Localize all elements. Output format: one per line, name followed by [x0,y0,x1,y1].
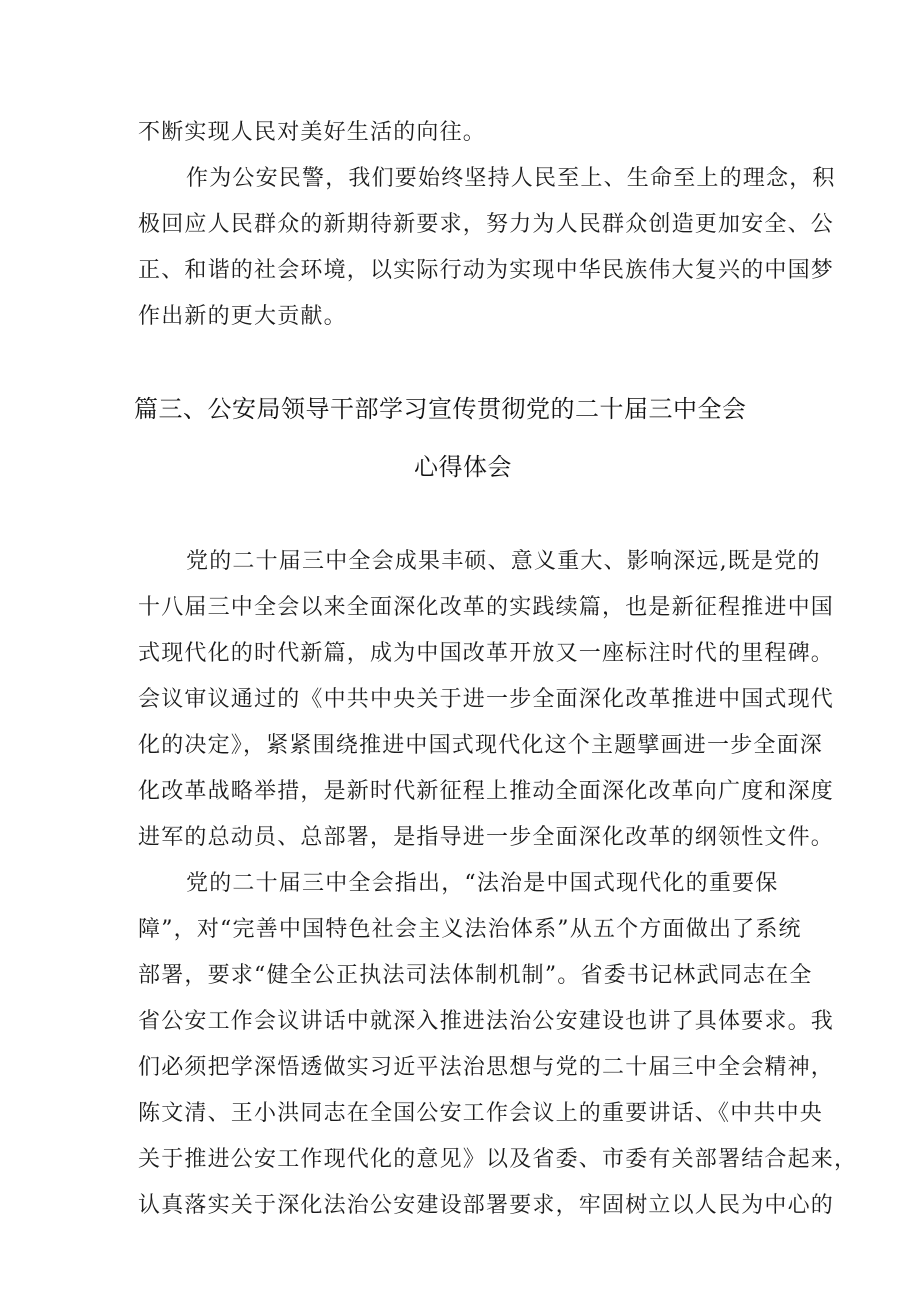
text-line: 省公安工作会议讲话中就深入推进法治公安建设也讲了具体要求。我 [138,1009,835,1034]
paragraph-first-line: 作为公安民警，我们要始终坚持人民至上、生命至上的理念，积 [186,166,836,191]
text-line: 化的决定》，紧紧围绕推进中国式现代化这个主题擘画进一步全面深 [138,733,824,758]
section-subtitle: 心得体会 [414,453,512,481]
paragraph-first-line: 党的二十届三中全会成果丰硕、意义重大、影响深远,既是党的 [186,549,821,574]
text-line: 极回应人民群众的新期待新要求，努力为人民群众创造更加安全、公 [138,212,835,237]
text-line: 作出新的更大贡献。 [138,304,347,329]
text-line: 们必须把学深悟透做实习近平法治思想与党的二十届三中全会精神， [138,1055,835,1080]
text-line: 认真落实关于深化法治公安建设部署要求，牢固树立以人民为中心的 [138,1193,835,1218]
text-line: 十八届三中全会以来全面深化改革的实践续篇，也是新征程推进中国 [138,595,835,620]
paragraph-first-line: 党的二十届三中全会指出，“法治是中国式现代化的重要保 [186,871,779,896]
text-line: 会议审议通过的《中共中央关于进一步全面深化改革推进中国式现代 [138,687,835,712]
text-line: 陈文清、王小洪同志在全国公安工作会议上的重要讲话、《中共中央 [138,1101,824,1126]
text-line: 部署，要求“健全公正执法司法体制机制”。省委书记林武同志在全 [138,963,813,988]
text-line: 进军的总动员、总部署，是指导进一步全面深化改革的纲领性文件。 [138,825,835,850]
section-title: 篇三、公安局领导干部学习宣传贯彻党的二十届三中全会 [134,395,747,423]
text-line: 化改革战略举措，是新时代新征程上推动全面深化改革向广度和深度 [138,779,835,804]
text-line: 关于推进公安工作现代化的意见》以及省委、市委有关部署结合起来， [138,1147,858,1172]
text-line: 式现代化的时代新篇，成为中国改革开放又一座标注时代的里程碑。 [138,641,835,666]
text-line: 障”，对“完善中国特色社会主义法治体系”从五个方面做出了系统 [138,917,802,942]
text-line: 正、和谐的社会环境，以实际行动为实现中华民族伟大复兴的中国梦 [138,258,835,283]
text-line: 不断实现人民对美好生活的向往。 [138,120,487,145]
